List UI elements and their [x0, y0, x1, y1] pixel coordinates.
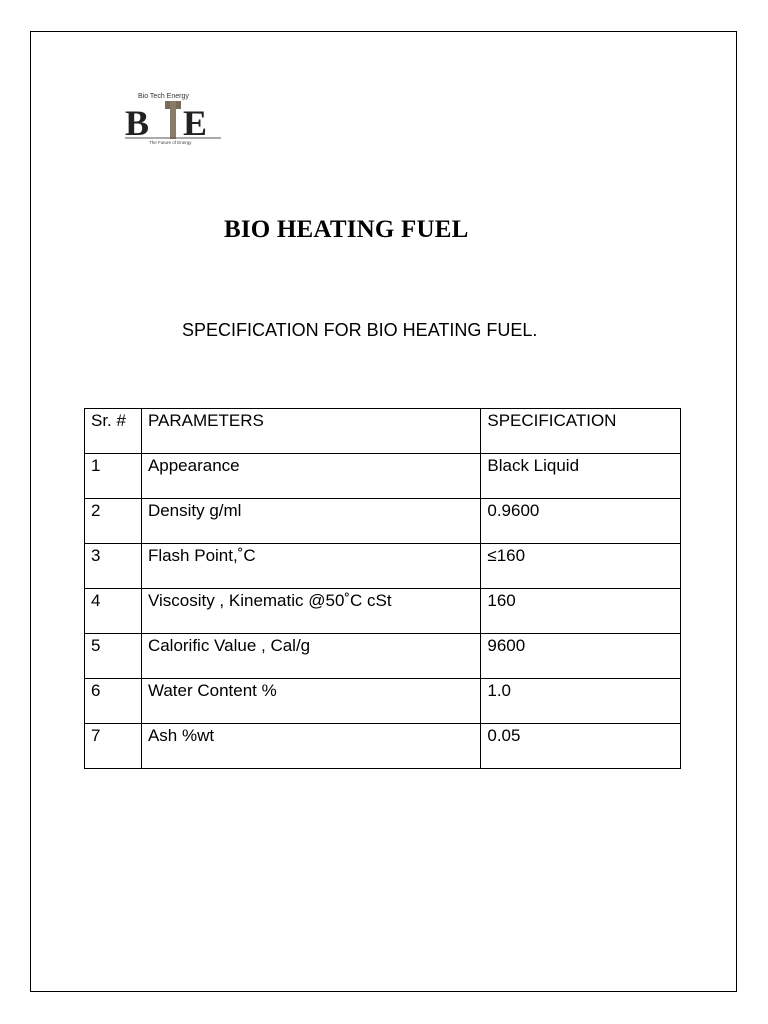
cell-sr: 1 [85, 454, 142, 499]
table-row [85, 454, 681, 499]
header-sr: Sr. # [85, 409, 142, 454]
cell-specification: 9600 [481, 634, 681, 679]
cell-sr: 4 [85, 589, 142, 634]
cell-sr: 7 [85, 724, 142, 769]
cell-parameter: Flash Point,˚C [141, 544, 480, 589]
table-row [85, 679, 681, 724]
table-row [85, 724, 681, 769]
cell-sr: 2 [85, 499, 142, 544]
cell-parameter: Calorific Value , Cal/g [141, 634, 480, 679]
svg-text:B: B [125, 103, 150, 143]
header-parameters: PARAMETERS [141, 409, 480, 454]
header-specification: SPECIFICATION [481, 409, 681, 454]
table-row [85, 634, 681, 679]
logo-top-text: Bio Tech Energy [138, 93, 189, 100]
cell-sr: 6 [85, 679, 142, 724]
document-title: BIO HEATING FUEL [224, 216, 469, 243]
cell-parameter: Ash %wt [141, 724, 480, 769]
cell-specification: 0.05 [481, 724, 681, 769]
logo-tagline: The Future of Energy [149, 140, 192, 145]
document-subtitle: SPECIFICATION FOR BIO HEATING FUEL. [182, 320, 538, 340]
company-logo [123, 90, 223, 148]
table-row [85, 589, 681, 634]
cell-specification: 160 [481, 589, 681, 634]
svg-text:E: E [183, 103, 208, 143]
cell-parameter: Viscosity , Kinematic @50˚C cSt [141, 589, 480, 634]
specification-table [84, 408, 681, 769]
cell-specification: 0.9600 [481, 499, 681, 544]
table-header-row [85, 409, 681, 454]
cell-parameter: Density g/ml [141, 499, 480, 544]
cell-sr: 3 [85, 544, 142, 589]
cell-specification: Black Liquid [481, 454, 681, 499]
cell-parameter: Water Content % [141, 679, 480, 724]
cell-specification: 1.0 [481, 679, 681, 724]
cell-specification: ≤160 [481, 544, 681, 589]
cell-parameter: Appearance [141, 454, 480, 499]
table-row [85, 544, 681, 589]
cell-sr: 5 [85, 634, 142, 679]
table-row [85, 499, 681, 544]
